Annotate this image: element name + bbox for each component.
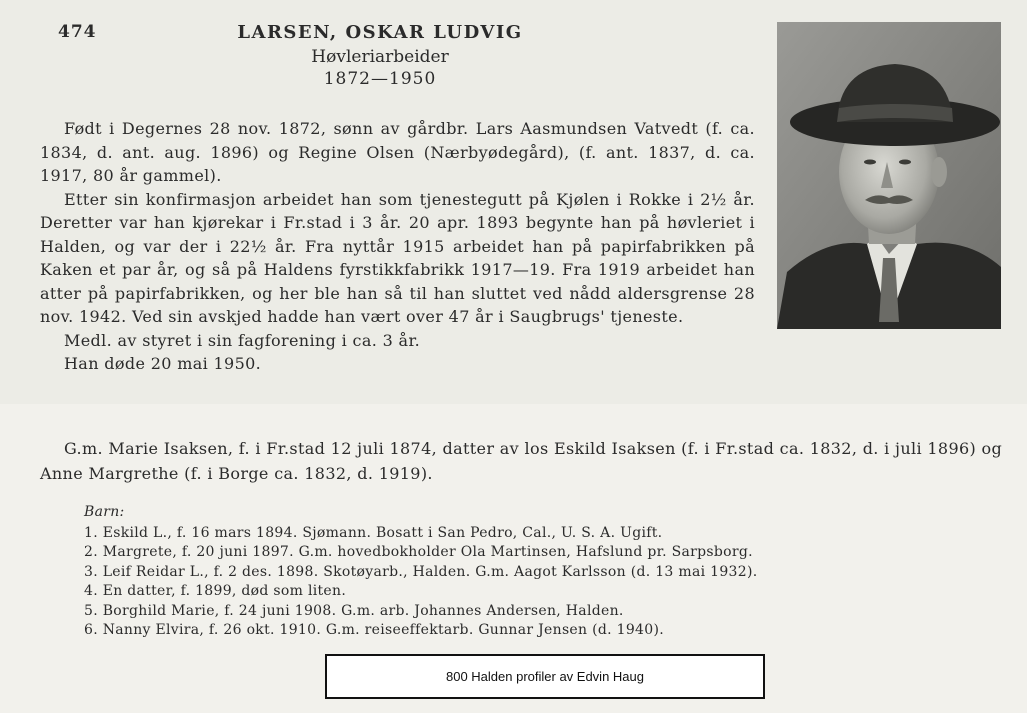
biography-paragraph: Etter sin konfirmasjon arbeidet han som tjenestegutt på Kjølen i Rokke i 2½ år. Deretter var han kjørekar i Fr.stad i 3 år. 20 apr. 1893 begynte han på høvleriet i Halden, og var der i 22½ år. Fra nyttår 1915 arbeidet han på papirfabrikken på Kaken et par år, og så på Haldens fyrstikkfabrikk 1917—19. Fra 1919 arbeidet han atter på papirfabrikken, og her ble han så til han sluttet ved nådd aldersgrense 28 nov. 1942. Ved sin avskjed hadde han vært over 47 år i Saugbrugs' tjeneste. [40, 189, 755, 326]
child-entry: 4. En datter, f. 1899, død som liten. [84, 583, 347, 599]
children-heading: Barn: [84, 504, 125, 520]
child-entry: 2. Margrete, f. 20 juni 1897. G.m. hovedbokholder Ola Martinsen, Hafslund pr. Sarpsborg. [84, 544, 753, 560]
source-caption-text: 800 Halden profiler av Edvin Haug [445, 669, 644, 684]
biography-paragraph: Medl. av styret i sin fagforening i ca. 3 år. [64, 330, 421, 350]
child-entry: 6. Nanny Elvira, f. 26 okt. 1910. G.m. reiseeffektarb. Gunnar Jensen (d. 1940). [84, 622, 664, 638]
page-number: 474 [58, 22, 97, 42]
person-occupation: Høvleriarbeider [311, 47, 449, 67]
person-years: 1872—1950 [323, 69, 437, 89]
child-entry: 3. Leif Reidar L., f. 2 des. 1898. Skotøyarb., Halden. G.m. Aagot Karlsson (d. 13 mai 1932). [84, 563, 758, 580]
children-list [84, 503, 984, 641]
profile-header [180, 20, 580, 90]
portrait-photo [777, 22, 1001, 329]
biography-paragraph: Født i Degernes 28 nov. 1872, sønn av gårdbr. Lars Aasmundsen Vatvedt (f. ca. 1834, d. ant. aug. 1896) og Regine Olsen (Nærbyødegård), (f. ant. 1837, d. ca. 1917, 80 år gammel). [40, 119, 755, 185]
child-entry: 1. Eskild L., f. 16 mars 1894. Sjømann. Bosatt i San Pedro, Cal., U. S. A. Ugift. [84, 524, 663, 541]
marriage-text: G.m. Marie Isaksen, f. i Fr.stad 12 juli 1874, datter av los Eskild Isaksen (f. i Fr.stad ca. 1832, d. i juli 1896) og Anne Margrethe (f. i Borge ca. 1832, d. 1919). [40, 439, 1003, 483]
biography [40, 117, 755, 376]
child-entry: 5. Borghild Marie, f. 24 juni 1908. G.m. arb. Johannes Andersen, Halden. [84, 602, 624, 619]
biography-paragraph: Han døde 20 mai 1950. [64, 354, 262, 373]
person-name: LARSEN, OSKAR LUDVIG [237, 22, 523, 43]
marriage-section [40, 436, 1025, 486]
source-caption [325, 654, 765, 699]
